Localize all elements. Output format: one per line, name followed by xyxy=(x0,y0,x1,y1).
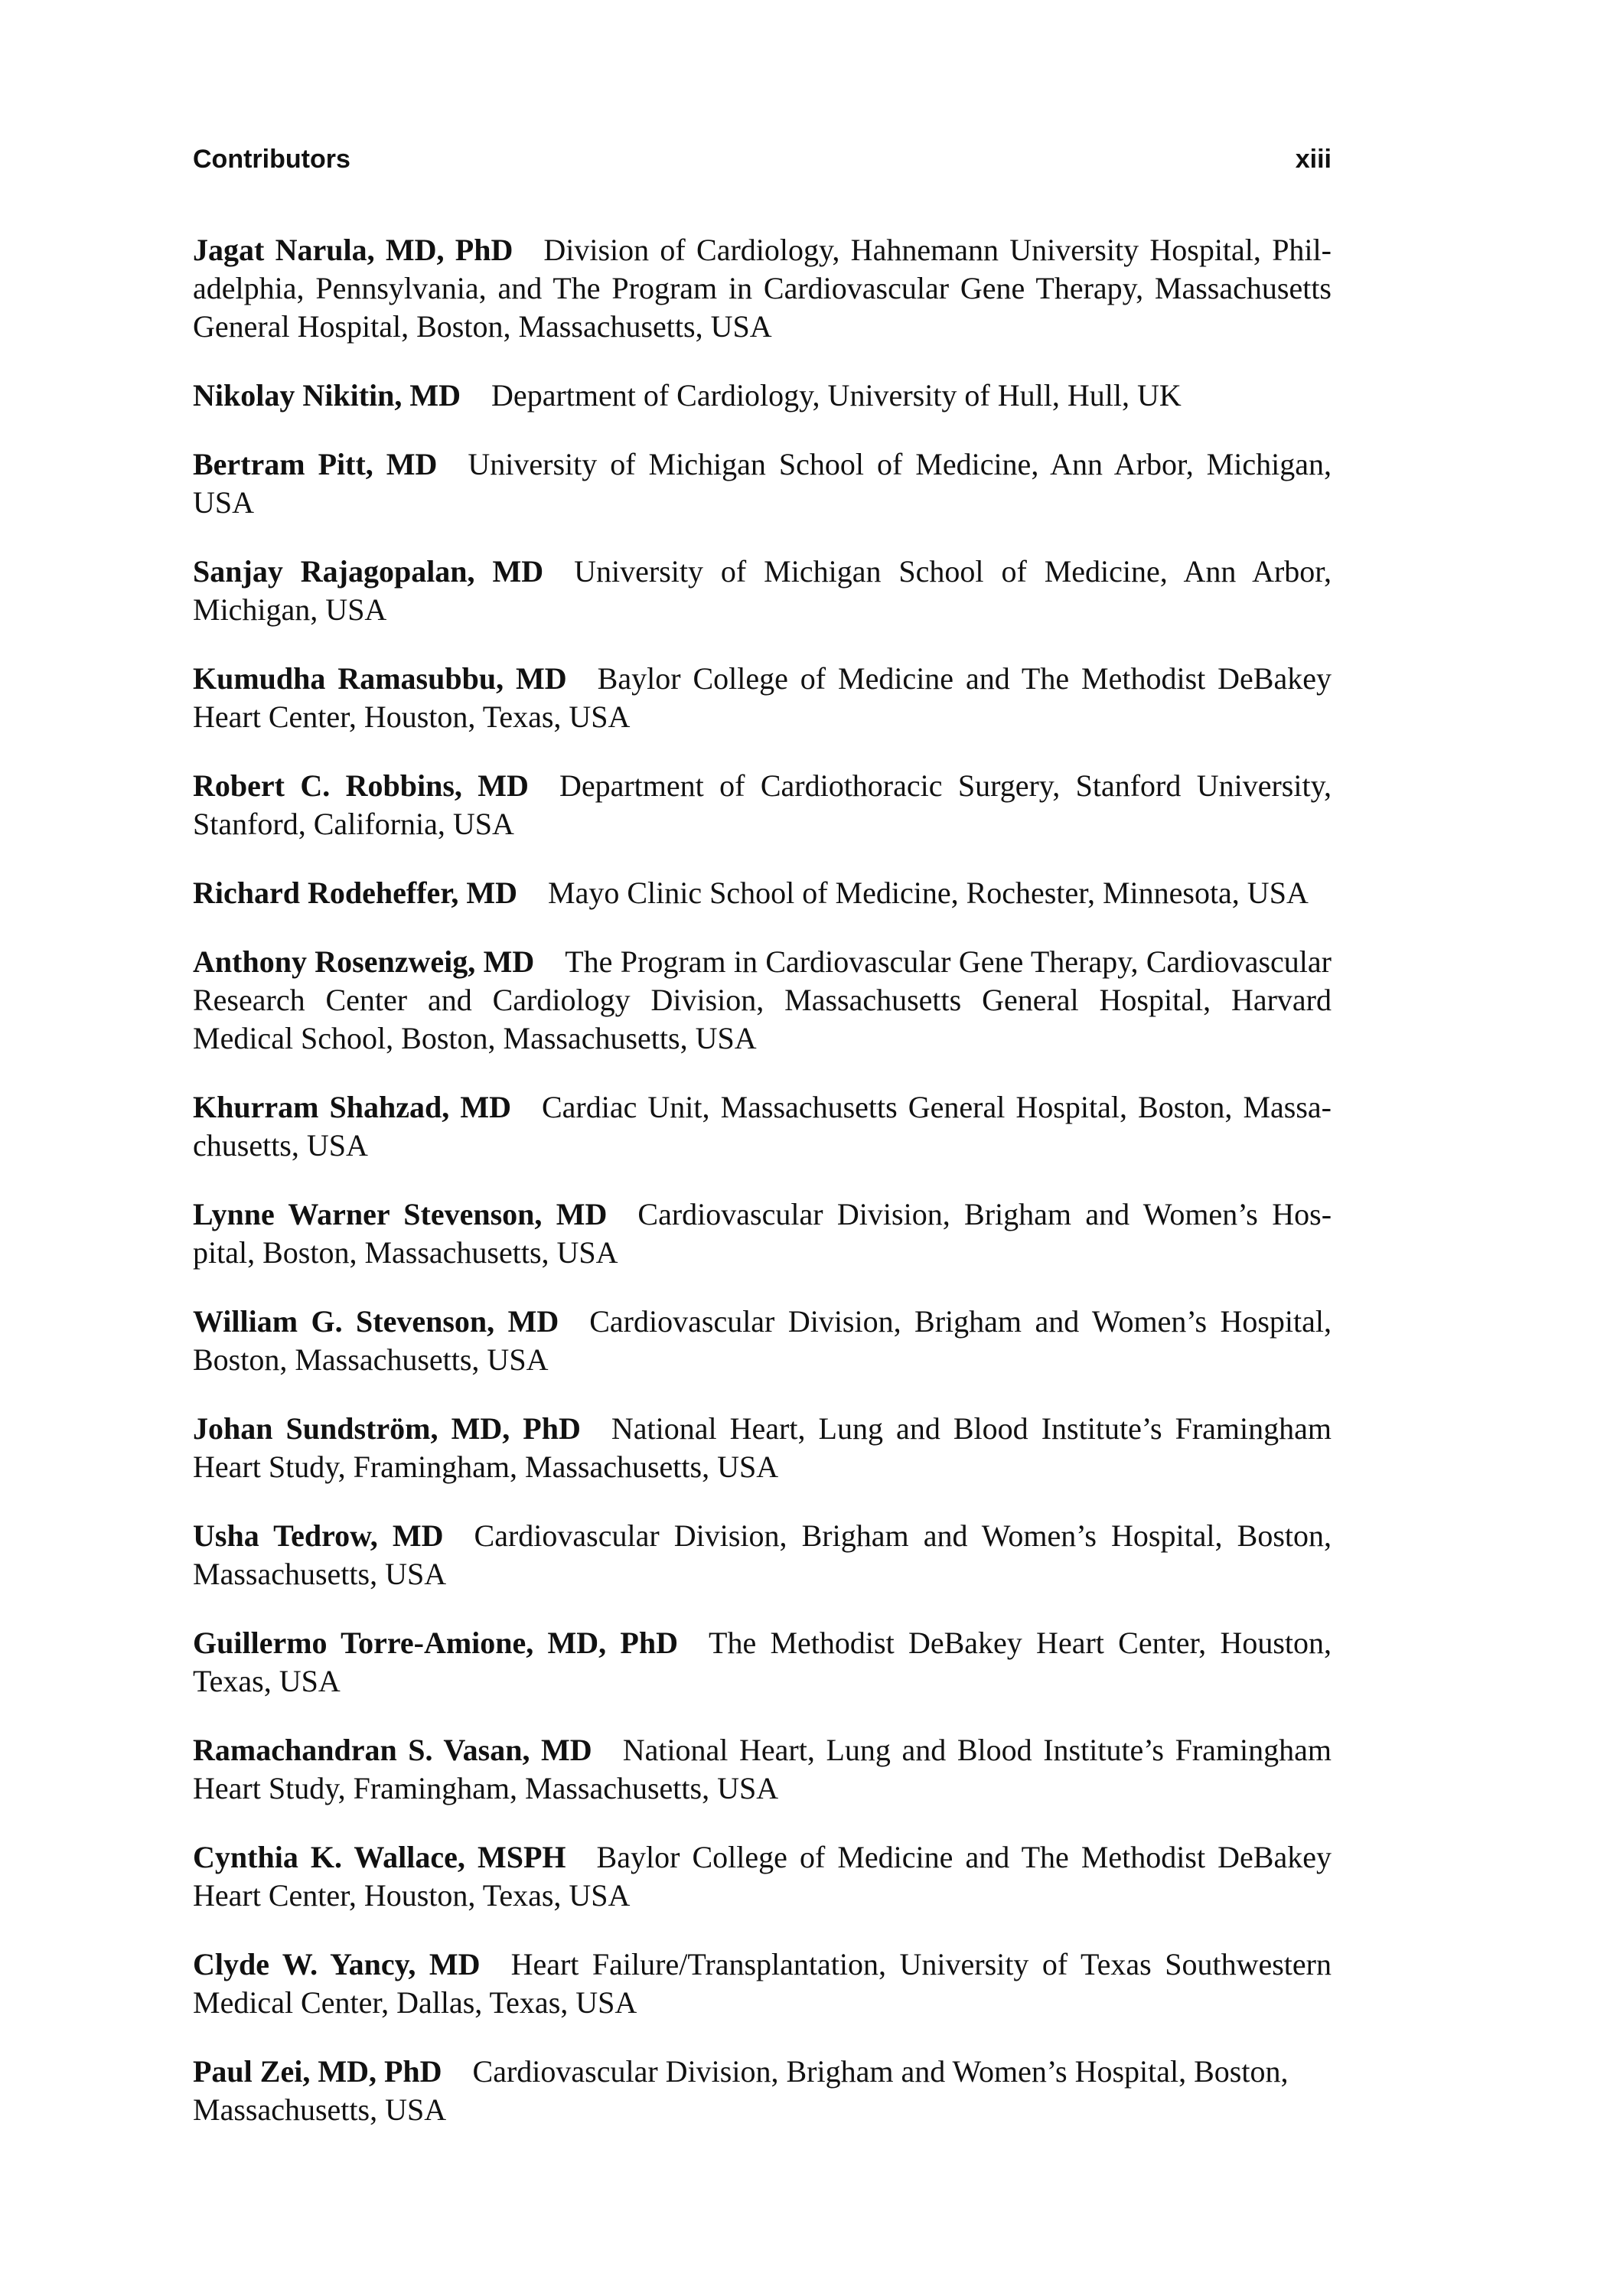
contributor-affiliation: Cardiovascular Division, Brigham and Women’s Hospital, Boston, Massachusetts, USA xyxy=(193,1197,1332,1270)
contributor-affiliation: Division of Cardiology, Hahnemann University Hospital, Philadelphia, Pennsylvania, and The Program in Cardiovascular Gene Therapy, Massachusetts General Hospital, Boston, Massachusetts, USA xyxy=(193,233,1332,344)
contributor-entry xyxy=(193,1088,1332,1165)
contributor-entry xyxy=(193,1731,1332,1808)
contributor-entry xyxy=(193,1410,1332,1486)
contributor-name: Nikolay Nikitin, MD xyxy=(193,378,461,413)
page-number: xiii xyxy=(1295,145,1332,174)
contributor-name: Jagat Narula, MD, PhD xyxy=(193,233,513,267)
contributors-list xyxy=(193,231,1332,2160)
contributor-affiliation: Cardiac Unit, Massachusetts General Hospital, Boston, Massachusetts, USA xyxy=(193,1090,1332,1163)
contributor-entry xyxy=(193,767,1332,843)
contributor-affiliation: Cardiovascular Division, Brigham and Women’s Hospital, Boston, Massachusetts, USA xyxy=(193,1518,1332,1591)
contributor-entry xyxy=(193,231,1332,346)
contributor-entry xyxy=(193,1195,1332,1272)
contributor-affiliation: Baylor College of Medicine and The Methodist DeBakey Heart Center, Houston, Texas, USA xyxy=(193,661,1332,734)
contributor-entry xyxy=(193,445,1332,522)
contributor-entry xyxy=(193,377,1332,415)
contributor-entry xyxy=(193,1517,1332,1593)
contributor-name: Johan Sundström, MD, PhD xyxy=(193,1411,581,1446)
contributor-affiliation: Department of Cardiology, University of Hull, Hull, UK xyxy=(491,378,1182,413)
running-head-title: Contributors xyxy=(193,145,350,174)
running-head xyxy=(193,142,1332,176)
contributor-entry xyxy=(193,943,1332,1058)
contributor-name: Usha Tedrow, MD xyxy=(193,1518,444,1553)
document-page xyxy=(193,0,1332,2296)
contributor-affiliation: National Heart, Lung and Blood Institute’s Framingham Heart Study, Framingham, Massachusetts, USA xyxy=(193,1733,1332,1805)
contributor-affiliation: National Heart, Lung and Blood Institute’s Framingham Heart Study, Framingham, Massachusetts, USA xyxy=(193,1411,1332,1484)
contributor-entry xyxy=(193,553,1332,629)
contributor-name: Bertram Pitt, MD xyxy=(193,447,438,481)
contributor-entry xyxy=(193,874,1332,912)
contributor-affiliation: Department of Cardiothoracic Surgery, Stanford University, Stanford, California, USA xyxy=(193,768,1332,841)
contributor-affiliation: Cardiovascular Division, Brigham and Women’s Hospital, Boston, Massachusetts, USA xyxy=(193,2054,1289,2127)
contributor-name: Robert C. Robbins, MD xyxy=(193,768,529,803)
contributor-affiliation: University of Michigan School of Medicine, Ann Arbor, Michigan, USA xyxy=(193,554,1332,627)
contributor-name: Ramachandran S. Vasan, MD xyxy=(193,1733,592,1767)
contributor-affiliation: The Program in Cardiovascular Gene Therapy, Cardiovascular Research Center and Cardiology Division, Massachusetts General Hospital, Harvard Medical School, Boston, Massachusetts, USA xyxy=(193,944,1332,1055)
contributor-affiliation: Baylor College of Medicine and The Methodist DeBakey Heart Center, Houston, Texas, USA xyxy=(193,1840,1332,1913)
contributor-name: Lynne Warner Stevenson, MD xyxy=(193,1197,608,1231)
contributor-name: Richard Rodeheffer, MD xyxy=(193,876,518,910)
contributor-affiliation: Mayo Clinic School of Medicine, Rochester, Minnesota, USA xyxy=(548,876,1309,910)
contributor-name: William G. Stevenson, MD xyxy=(193,1304,559,1339)
contributor-name: Khurram Shahzad, MD xyxy=(193,1090,511,1124)
contributor-affiliation: The Methodist DeBakey Heart Center, Houston, Texas, USA xyxy=(193,1626,1332,1698)
contributor-name: Guillermo Torre-Amione, MD, PhD xyxy=(193,1626,679,1660)
contributor-entry xyxy=(193,2053,1332,2129)
contributor-entry xyxy=(193,660,1332,736)
contributor-name: Kumudha Ramasubbu, MD xyxy=(193,661,567,696)
contributor-name: Clyde W. Yancy, MD xyxy=(193,1947,481,1981)
contributor-entry xyxy=(193,1303,1332,1379)
contributor-entry xyxy=(193,1624,1332,1701)
contributor-affiliation: Cardiovascular Division, Brigham and Women’s Hospital, Boston, Massachusetts, USA xyxy=(193,1304,1332,1377)
contributor-name: Sanjay Rajagopalan, MD xyxy=(193,554,544,589)
contributor-name: Paul Zei, MD, PhD xyxy=(193,2054,442,2089)
contributor-entry xyxy=(193,1838,1332,1915)
contributor-name: Cynthia K. Wallace, MSPH xyxy=(193,1840,566,1874)
contributor-affiliation: University of Michigan School of Medicine, Ann Arbor, Michigan, USA xyxy=(193,447,1332,520)
contributor-affiliation: Heart Failure/Transplantation, University of Texas Southwestern Medical Center, Dallas, Texas, USA xyxy=(193,1947,1332,2020)
contributor-name: Anthony Rosenzweig, MD xyxy=(193,944,535,979)
contributor-entry xyxy=(193,1945,1332,2022)
